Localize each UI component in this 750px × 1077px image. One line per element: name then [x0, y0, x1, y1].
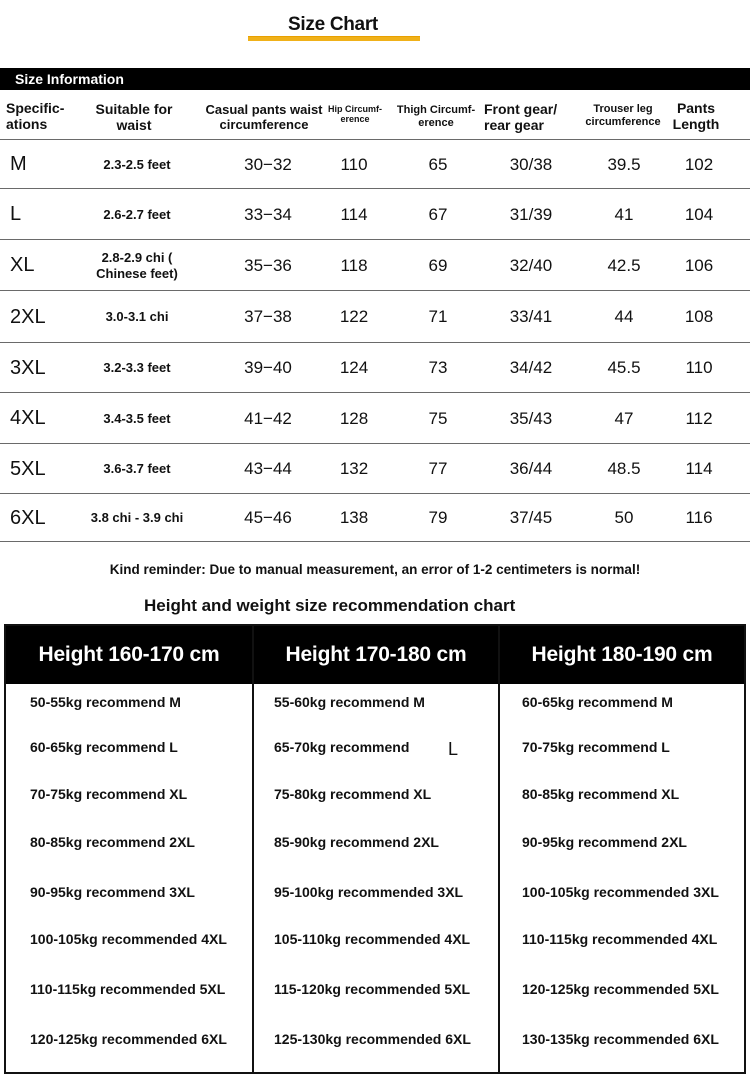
thigh-cell: 73	[428, 358, 448, 377]
page-title: Size Chart	[288, 14, 378, 35]
trouser-leg-cell: 47	[614, 408, 634, 428]
weight-recommendation: 60-65kg recommend M	[522, 694, 673, 710]
table-row	[0, 443, 750, 494]
size-cell: M	[10, 153, 27, 175]
title-underline	[248, 37, 420, 41]
hip-cell: 138	[339, 508, 369, 527]
trouser-leg-cell: 48.5	[607, 459, 641, 478]
hip-cell: 110	[340, 154, 368, 174]
weight-recommendation: 55-60kg recommend M	[274, 694, 425, 710]
size-letter-extra: L	[448, 739, 459, 759]
front-rear-gear-cell: 35/43	[509, 408, 553, 428]
height-range-header: Height 180-190 cm	[500, 626, 744, 684]
weight-recommendation: 90-95kg recommend 2XL	[522, 834, 687, 850]
header-pants-waist: Casual pants waist circumference	[205, 102, 323, 132]
waist-cell: 2.3-2.5 feet	[103, 156, 171, 172]
front-rear-gear-cell: 36/44	[509, 459, 553, 478]
pants-length-cell: 112	[685, 408, 713, 428]
weight-recommendation: 80-85kg recommend 2XL	[30, 834, 195, 850]
trouser-leg-cell: 44	[614, 307, 634, 326]
pants-waist-cell: 43−44	[244, 459, 292, 478]
hip-cell: 114	[340, 204, 368, 224]
weight-recommendation: 110-115kg recommended 4XL	[522, 931, 718, 947]
front-rear-gear-cell: 37/45	[509, 508, 553, 527]
weight-recommendation: 120-125kg recommended 6XL	[30, 1031, 227, 1047]
weight-recommendation: 105-110kg recommended 4XL	[274, 931, 471, 947]
pants-waist-cell: 39−40	[244, 358, 292, 377]
height-range-header: Height 160-170 cm	[6, 626, 252, 684]
hip-cell: 124	[339, 358, 369, 377]
header-pants-length: Pants Length	[672, 100, 720, 133]
table-row	[0, 493, 750, 542]
weight-recommendation: 120-125kg recommended 5XL	[522, 981, 719, 997]
weight-recommendation: 70-75kg recommend XL	[30, 786, 188, 802]
weight-recommendation: 85-90kg recommend 2XL	[274, 834, 439, 850]
size-information-bar: Size Information	[0, 68, 750, 90]
pants-waist-cell: 33−34	[244, 204, 292, 224]
waist-cell: 2.6-2.7 feet	[103, 206, 171, 222]
weight-recommendation: 60-65kg recommend L	[30, 739, 178, 755]
thigh-cell: 77	[428, 459, 448, 478]
waist-cell: 3.0-3.1 chi	[105, 309, 169, 325]
pants-waist-cell: 45−46	[244, 508, 292, 527]
table-row	[0, 239, 750, 291]
pants-length-cell: 102	[684, 154, 714, 174]
trouser-leg-cell: 50	[614, 508, 634, 527]
pants-length-cell: 116	[685, 508, 713, 527]
weight-recommendation: 130-135kg recommended 6XL	[522, 1031, 719, 1047]
weight-recommendation: 95-100kg recommended 3XL	[274, 884, 464, 900]
size-cell: 3XL	[10, 356, 46, 379]
recommendation-column	[4, 624, 254, 1074]
pants-length-cell: 114	[685, 459, 713, 478]
thigh-cell: 71	[428, 307, 448, 326]
header-front-rear-gear: Front gear/ rear gear	[484, 101, 558, 134]
thigh-cell: 65	[428, 154, 448, 174]
front-rear-gear-cell: 31/39	[509, 204, 553, 224]
pants-length-cell: 106	[684, 255, 714, 275]
hip-cell: 122	[339, 307, 369, 326]
table-row	[0, 290, 750, 343]
pants-length-cell: 108	[684, 307, 714, 326]
header-trouser-leg: Trouser leg circumference	[585, 103, 661, 128]
weight-recommendation: 65-70kg recommend	[274, 739, 410, 755]
header-suitable-waist: Suitable for waist	[95, 101, 173, 134]
waist-cell: 2.8-2.9 chi ( Chinese feet)	[96, 249, 178, 281]
waist-cell: 3.4-3.5 feet	[103, 410, 171, 426]
weight-recommendation: 80-85kg recommend XL	[522, 786, 680, 802]
weight-recommendation: 50-55kg recommend M	[30, 694, 181, 710]
weight-recommendation: 90-95kg recommend 3XL	[30, 884, 195, 900]
weight-recommendation: 115-120kg recommended 5XL	[274, 981, 471, 997]
pants-waist-cell: 35−36	[244, 255, 292, 275]
kind-reminder: Kind reminder: Due to manual measurement, an error of 1-2 centimeters is normal!	[109, 562, 641, 577]
weight-recommendation: 70-75kg recommend L	[522, 739, 670, 755]
pants-waist-cell: 37−38	[244, 307, 292, 326]
header-specifications: Specific- ations	[6, 100, 65, 133]
hip-cell: 118	[340, 255, 368, 275]
front-rear-gear-cell: 34/42	[509, 358, 553, 377]
table-row	[0, 188, 750, 240]
weight-recommendation: 110-115kg recommended 5XL	[30, 981, 226, 997]
front-rear-gear-cell: 30/38	[509, 154, 553, 174]
pants-length-cell: 104	[684, 204, 714, 224]
recommendation-column	[498, 624, 746, 1074]
table-row	[0, 392, 750, 444]
size-cell: XL	[10, 254, 35, 276]
table-row	[0, 139, 750, 189]
waist-cell: 3.8 chi - 3.9 chi	[90, 510, 184, 526]
front-rear-gear-cell: 33/41	[509, 307, 553, 326]
thigh-cell: 75	[428, 408, 448, 428]
trouser-leg-cell: 45.5	[607, 358, 641, 377]
thigh-cell: 69	[428, 255, 448, 275]
table-row	[0, 342, 750, 393]
weight-recommendation: 125-130kg recommended 6XL	[274, 1031, 471, 1047]
pants-length-cell: 110	[685, 358, 713, 377]
height-range-header: Height 170-180 cm	[254, 626, 498, 684]
thigh-cell: 79	[428, 508, 448, 527]
waist-cell: 3.6-3.7 feet	[103, 461, 171, 477]
weight-recommendation: 75-80kg recommend XL	[274, 786, 432, 802]
trouser-leg-cell: 41	[614, 204, 634, 224]
recommendation-title: Height and weight size recommendation chart	[144, 596, 516, 615]
size-cell: 4XL	[10, 407, 46, 429]
header-thigh: Thigh Circumf- erence	[396, 104, 476, 129]
size-cell: 6XL	[10, 506, 46, 529]
recommendation-column	[252, 624, 500, 1074]
hip-cell: 132	[339, 459, 369, 478]
front-rear-gear-cell: 32/40	[509, 255, 553, 275]
trouser-leg-cell: 42.5	[607, 255, 641, 275]
size-cell: L	[10, 203, 22, 225]
table-bottom-border	[0, 541, 750, 542]
hip-cell: 128	[339, 408, 369, 428]
size-cell: 2XL	[10, 305, 46, 328]
pants-waist-cell: 41−42	[244, 408, 292, 428]
waist-cell: 3.2-3.3 feet	[103, 360, 171, 376]
header-hip: Hip Circumf- erence	[328, 104, 382, 125]
weight-recommendation: 100-105kg recommended 3XL	[522, 884, 719, 900]
size-cell: 5XL	[10, 457, 46, 480]
weight-recommendation: 100-105kg recommended 4XL	[30, 931, 227, 947]
thigh-cell: 67	[428, 204, 448, 224]
trouser-leg-cell: 39.5	[607, 154, 641, 174]
pants-waist-cell: 30−32	[244, 154, 292, 174]
